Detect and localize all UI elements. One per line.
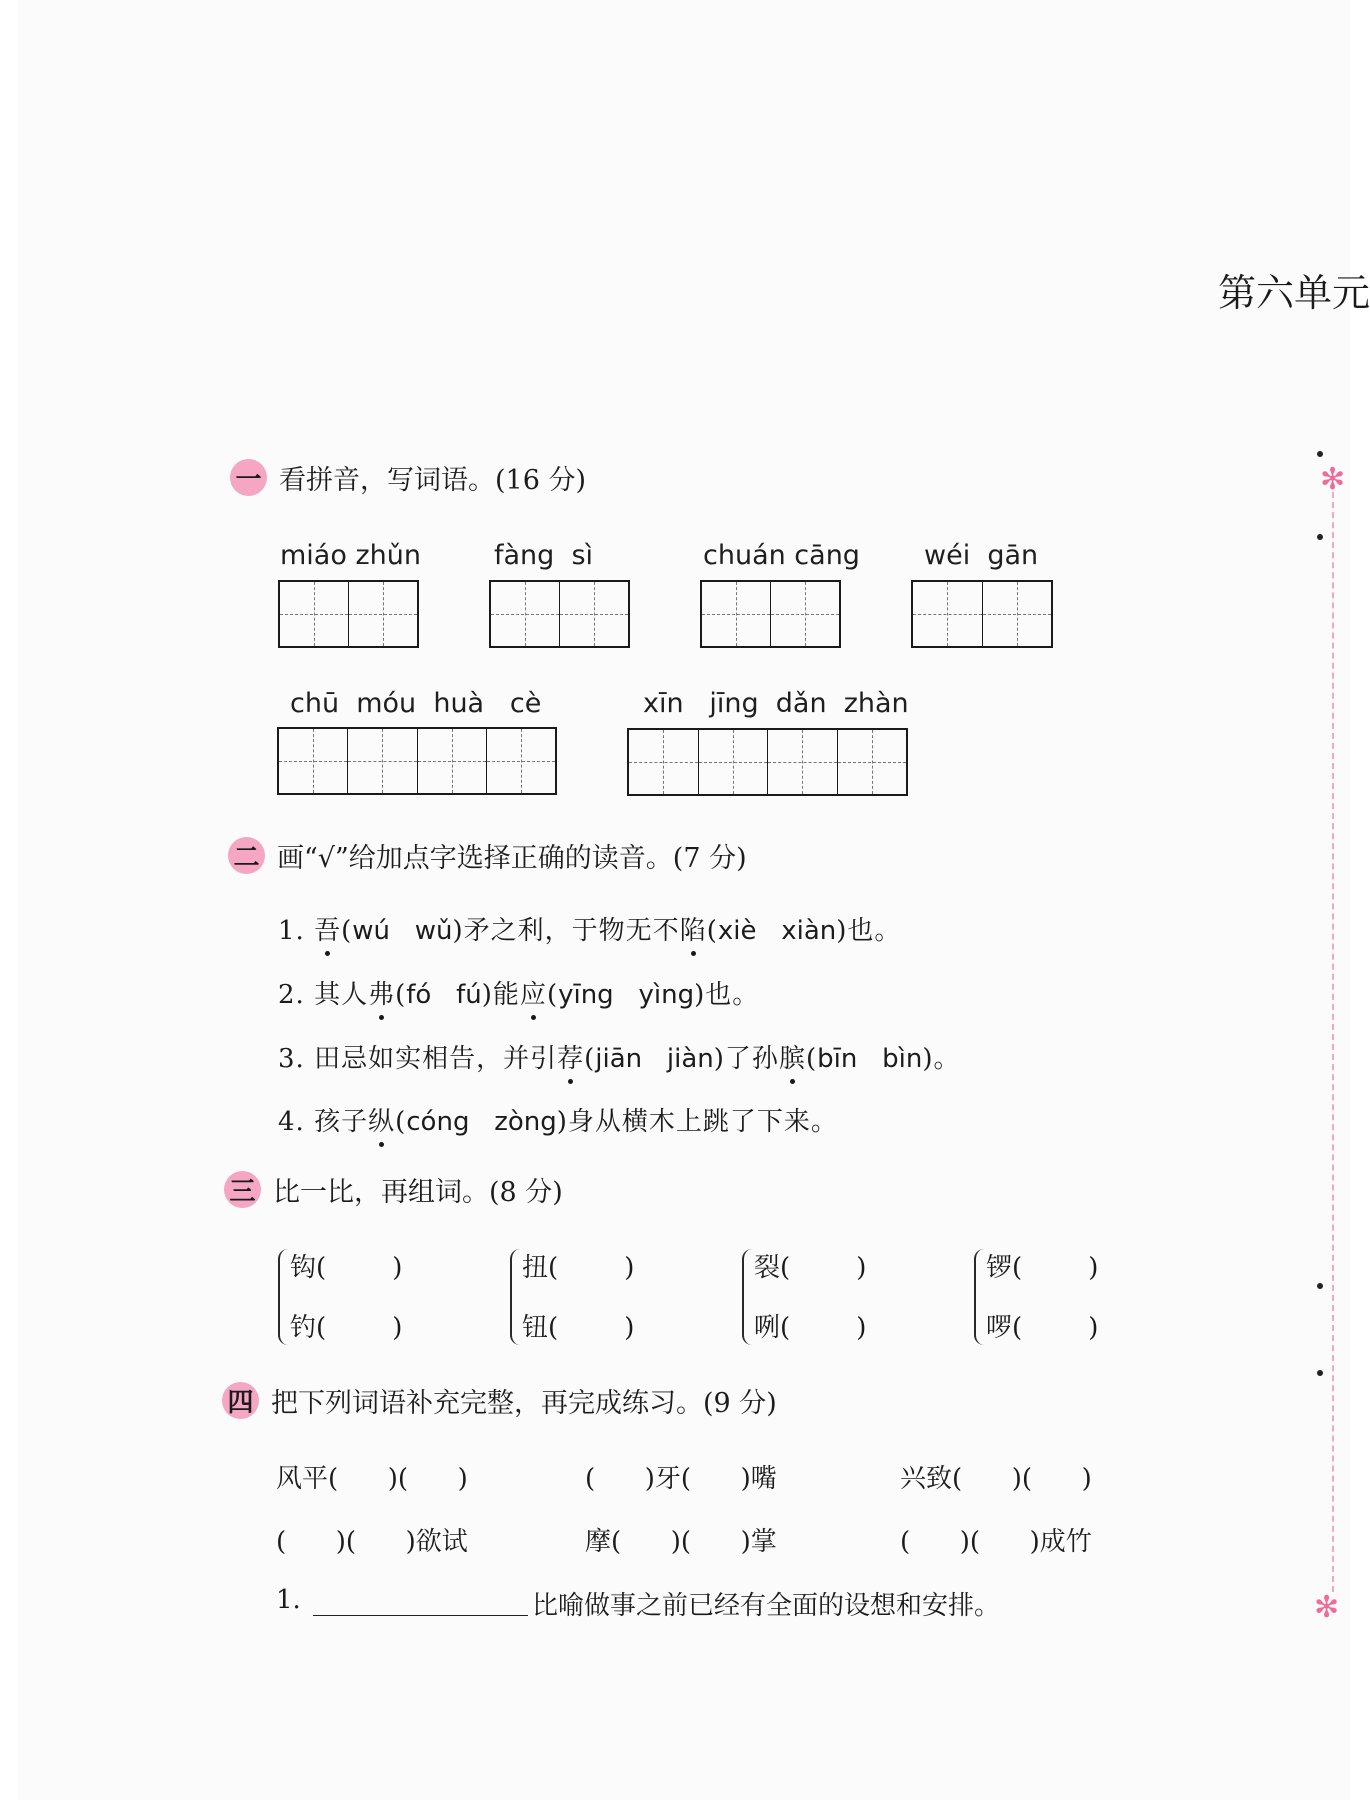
compare-pair <box>742 1247 932 1351</box>
flower-icon: ✻ <box>1314 1590 1340 1625</box>
margin-dashed-line <box>1332 492 1334 1592</box>
unit-title: 第六单元 <box>1218 271 1370 315</box>
reading-question-1: 1. 吾(wú wǔ)矛之利，于物无不陷(xiè xiàn)也。 <box>278 910 901 947</box>
exercise-number: 1. <box>276 1585 301 1615</box>
compare-word-bottom[interactable]: 咧( ) <box>754 1313 867 1343</box>
compare-word-top[interactable]: 钩( ) <box>290 1253 403 1283</box>
idiom-fill[interactable]: 兴致( )( ) <box>900 1464 1092 1494</box>
pinyin-label: chū móu huà cè <box>290 688 542 719</box>
dotted-char: 应 <box>520 974 547 1011</box>
margin-dot <box>1317 451 1323 457</box>
dotted-char: 荐 <box>557 1038 584 1075</box>
compare-pair <box>278 1247 468 1351</box>
brace <box>742 1249 754 1345</box>
pinyin-choices[interactable]: xiè xiàn <box>717 916 837 946</box>
pinyin-label: miáo zhǔn <box>280 540 421 571</box>
reading-question-4: 4. 孩子纵(cóng zòng)身从横木上跳了下来。 <box>278 1101 838 1138</box>
section-number-badge: 四 <box>222 1382 259 1419</box>
pinyin-choices[interactable]: bīn bìn <box>817 1044 923 1074</box>
writing-grid[interactable] <box>278 580 419 648</box>
section-number-badge: 一 <box>230 459 267 496</box>
compare-word-top[interactable]: 裂( ) <box>754 1253 867 1283</box>
idiom-fill[interactable]: ( )( )欲试 <box>276 1527 468 1557</box>
compare-word-top[interactable]: 锣( ) <box>986 1253 1099 1283</box>
pinyin-label: wéi gān <box>924 540 1039 571</box>
pinyin-label: chuán cāng <box>703 540 860 571</box>
section-number-badge: 二 <box>228 837 265 874</box>
writing-grid[interactable] <box>489 580 630 648</box>
pinyin-choices[interactable]: wú wǔ <box>352 916 453 946</box>
idiom-fill[interactable]: 风平( )( ) <box>276 1464 468 1494</box>
section-title: 比一比，再组词。(8 分) <box>273 1177 563 1208</box>
compare-word-bottom[interactable]: 钮( ) <box>522 1313 635 1343</box>
margin-dot <box>1317 534 1323 540</box>
compare-word-bottom[interactable]: 啰( ) <box>986 1313 1099 1343</box>
section-title: 把下列词语补充完整，再完成练习。(9 分) <box>271 1388 777 1419</box>
pinyin-label: fàng sì <box>494 540 594 571</box>
pinyin-choices[interactable]: fó fú <box>406 980 482 1010</box>
exercise-text: 比喻做事之前已经有全面的设想和安排。 <box>532 1591 1001 1621</box>
pinyin-choices[interactable]: yīng yìng <box>558 980 695 1010</box>
compare-pair <box>974 1247 1164 1351</box>
reading-question-3: 3. 田忌如实相告，并引荐(jiān jiàn)了孙膑(bīn bìn)。 <box>278 1038 960 1075</box>
margin-dot <box>1317 1283 1323 1289</box>
writing-grid[interactable] <box>627 728 908 796</box>
brace <box>510 1249 522 1345</box>
idiom-fill[interactable]: ( )( )成竹 <box>900 1527 1092 1557</box>
idiom-fill[interactable]: ( )牙( )嘴 <box>585 1464 777 1494</box>
pinyin-choices[interactable]: cóng zòng <box>406 1107 557 1137</box>
brace <box>278 1249 290 1345</box>
section-1-header <box>230 458 586 497</box>
section-title: 看拼音，写词语。(16 分) <box>279 465 587 496</box>
section-number-badge: 三 <box>224 1171 261 1208</box>
compare-word-bottom[interactable]: 钓( ) <box>290 1313 403 1343</box>
dotted-char: 纵 <box>368 1101 395 1138</box>
section-2-header <box>228 836 747 875</box>
reading-question-2: 2. 其人弗(fó fú)能应(yīng yìng)也。 <box>278 974 759 1011</box>
section-title: 画“√”给加点字选择正确的读音。(7 分) <box>277 843 747 874</box>
writing-grid[interactable] <box>277 727 557 795</box>
answer-blank[interactable] <box>313 1615 528 1616</box>
pinyin-label: xīn jīng dǎn zhàn <box>643 688 909 719</box>
compare-word-top[interactable]: 扭( ) <box>522 1253 635 1283</box>
flower-icon: ✻ <box>1320 462 1346 497</box>
writing-grid[interactable] <box>700 580 841 648</box>
margin-dot <box>1317 1370 1323 1376</box>
section-3-header <box>224 1170 563 1209</box>
writing-grid[interactable] <box>911 580 1053 648</box>
pinyin-choices[interactable]: jiān jiàn <box>595 1044 714 1074</box>
dotted-char: 陷 <box>680 910 707 947</box>
dotted-char: 弗 <box>368 974 395 1011</box>
brace <box>974 1249 986 1345</box>
idiom-fill[interactable]: 摩( )( )掌 <box>585 1527 777 1557</box>
compare-pair <box>510 1247 700 1351</box>
section-4-header <box>222 1381 777 1420</box>
dotted-char: 膑 <box>779 1038 806 1075</box>
dotted-char: 吾 <box>314 910 341 947</box>
